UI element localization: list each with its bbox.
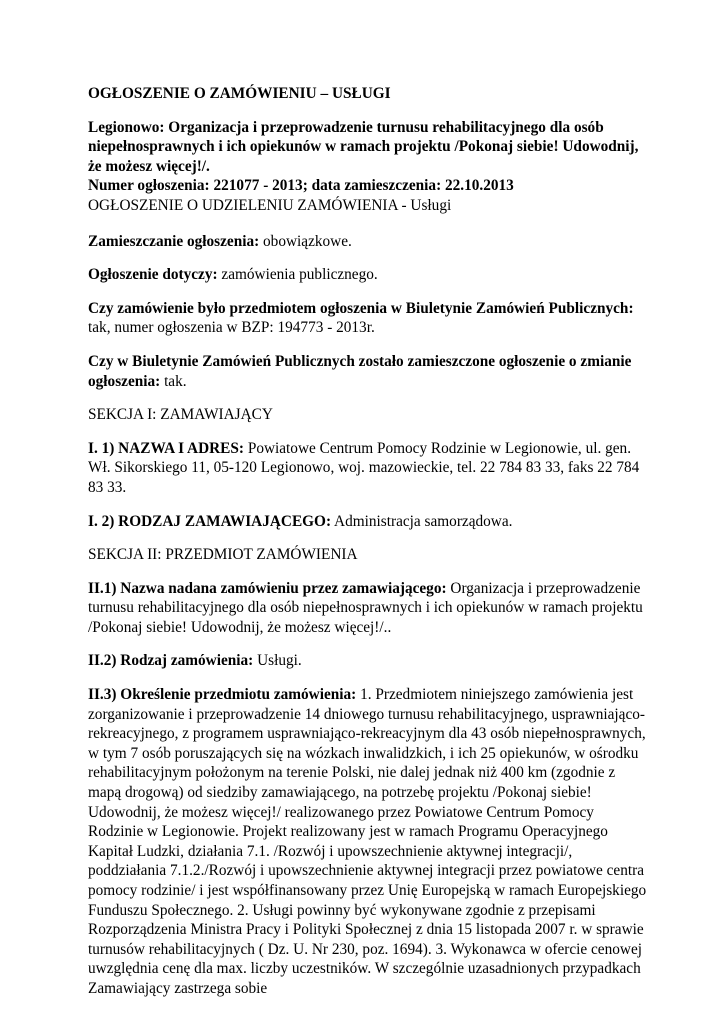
concerns-value: zamówienia publicznego. [221,266,378,284]
name-address-label: I. 1) NAZWA I ADRES: [88,439,244,457]
notice-number-line: Numer ogłoszenia: 221077 - 2013; data zamieszczenia: 22.10.2013 [88,177,514,195]
contracting-type-value: Administracja samorządowa. [334,512,513,530]
posting-value: obowiązkowe. [263,232,352,250]
posting-label: Zamieszczanie ogłoszenia: [88,232,260,250]
bzp-change-field [88,352,648,391]
notice-subject: Legionowo: Organizacja i przeprowadzenie turnusu rehabilitacyjnego dla osób niepełnosprawnych i ich opiekunów w ramach projektu /Pokonaj siebie! Udowodnij, że możesz więcej!/. [88,118,639,175]
document-title: OGŁOSZENIE O ZAMÓWIENIU – USŁUGI [88,85,391,102]
order-kind-field [88,651,648,671]
name-address-value: Powiatowe Centrum Pomocy Rodzinie w Legionowie, ul. gen. Wł. Sikorskiego 11, 05-120 Legionowo, woj. mazowieckie, tel. 22 784 83 33, faks 22 784 83 33. [88,439,640,496]
bzp-notice-label: Czy zamówienie było przedmiotem ogłoszenia w Biuletynie Zamówień Publicznych: [88,299,634,317]
contracting-type-field [88,512,648,532]
contracting-type-label: I. 2) RODZAJ ZAMAWIAJĄCEGO: [88,512,332,530]
order-description-label: II.3) Określenie przedmiotu zamówienia: [88,686,357,704]
concerns-field [88,265,648,285]
order-name-label: II.1) Nazwa nadana zamówieniu przez zamawiającego: [88,579,447,597]
section1-heading: SEKCJA I: ZAMAWIAJĄCY [88,406,273,424]
section2-heading: SEKCJA II: PRZEDMIOT ZAMÓWIENIA [88,546,358,564]
concerns-label: Ogłoszenie dotyczy: [88,266,218,284]
document-page [88,84,648,1013]
order-name-value: Organizacja i przeprowadzenie turnusu rehabilitacyjnego dla osób niepełnosprawnych i ich opiekunów w ramach projektu /Pokonaj siebie! Udowodnij, że możesz więcej!/.. [88,579,643,636]
order-kind-label: II.2) Rodzaj zamówienia: [88,652,254,670]
bzp-notice-field [88,299,648,338]
order-description-value: 1. Przedmiotem niniejszego zamówienia jest zorganizowanie i przeprowadzenie 14 dniowego turnusu rehabilitacyjnego, usprawniająco-rekreacyjnego, z programem usprawniająco-rekreacyjnym dla 43 osób niepełnosprawnych, w tym 7 osób poruszających się na wózkach inwalidzkich, i ich 25 opiekunów, w ośrodku rehabilitacyjnym położonym na terenie Polski, nie dalej jednak niż 400 km (zgodnie z mapą drogową) od siedziby zamawiającego, na potrzebę projektu /Pokonaj siebie! Udowodnij, że możesz więcej!/ realizowanego przez Powiatowe Centrum Pomocy Rodzinie w Legionowie. Projekt realizowany jest w ramach Programu Operacyjnego Kapitał Ludzki, działania 7.1. /Rozwój i upowszechnienie aktywnej integracji/, poddziałania 7.1.2./Rozwój i upowszechnienie aktywnej integracji przez powiatowe centra pomocy rodzinie/ i jest współfinansowany przez Unię Europejską w ramach Europejskiego Funduszu Społecznego. 2. Usługi powinny być wykonywane zgodnie z przepisami Rozporządzenia Ministra Pracy i Polityki Społecznej z dnia 15 listopada 2007 r. w sprawie turnusów rehabilitacyjnych ( Dz. U. Nr 230, poz. 1694). 3. Wykonawca w ofercie cenowej uwzględnia cenę dla max. liczby uczestników. W szczególnie uzasadnionych przypadkach Zamawiający zastrzega sobie [88,686,647,997]
name-address-field [88,439,648,498]
bzp-change-value: tak. [164,372,187,390]
bzp-change-label: Czy w Biuletynie Zamówień Publicznych zostało zamieszczone ogłoszenie o zmianie ogłoszenia: [88,352,632,390]
order-name-field [88,579,648,638]
order-description-field [88,685,648,999]
notice-type: OGŁOSZENIE O UDZIELENIU ZAMÓWIENIA - Usługi [88,196,452,214]
order-kind-value: Usługi. [257,652,302,670]
posting-field [88,232,648,252]
bzp-notice-value: tak, numer ogłoszenia w BZP: 194773 - 2013r. [88,319,375,337]
